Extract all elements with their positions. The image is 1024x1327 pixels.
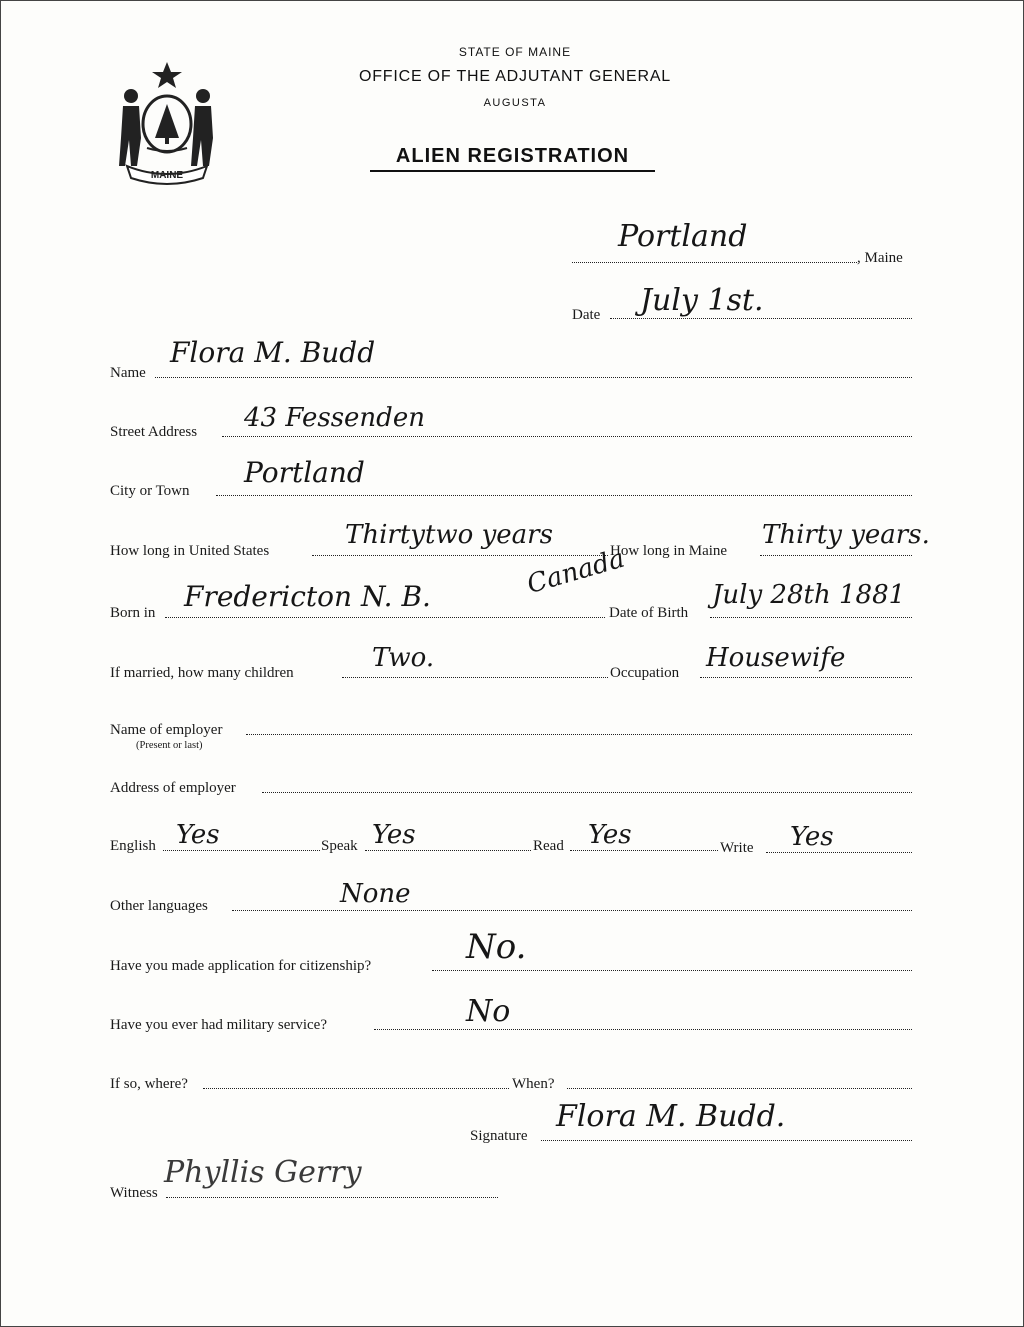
citizenship-entry: No. <box>466 927 527 967</box>
maine-seal-icon <box>113 58 221 186</box>
city-line <box>216 495 912 496</box>
where-line <box>203 1088 509 1089</box>
military-label: Have you ever had military service? <box>110 1017 327 1033</box>
date-line <box>610 318 912 319</box>
read-label: Read <box>533 838 564 854</box>
employer-label: Name of employer <box>110 722 223 738</box>
write-line <box>766 852 912 853</box>
street-line <box>222 436 912 437</box>
speak-line <box>365 850 531 851</box>
city-label: City or Town <box>110 483 190 499</box>
employer-address-label: Address of employer <box>110 780 236 796</box>
english-line <box>163 850 320 851</box>
signature-line <box>541 1140 912 1141</box>
city-heading: AUGUSTA <box>483 97 547 109</box>
signature-label: Signature <box>470 1128 528 1144</box>
how-long-me-line <box>760 555 912 556</box>
dob-line <box>710 617 912 618</box>
office-heading: OFFICE OF THE ADJUTANT GENERAL <box>358 68 672 85</box>
witness-entry: Phyllis Gerry <box>164 1155 362 1190</box>
street-entry: 43 Fessenden <box>244 403 425 433</box>
write-entry: Yes <box>790 822 834 852</box>
born-in-label: Born in <box>110 605 156 621</box>
name-line <box>155 377 912 378</box>
how-long-us-line <box>312 555 608 556</box>
employer-address-line <box>262 792 912 793</box>
children-entry: Two. <box>372 643 435 673</box>
city-entry: Portland <box>244 456 365 489</box>
dob-label: Date of Birth <box>609 605 689 621</box>
signature-entry: Flora M. Budd. <box>556 1099 786 1134</box>
date-label: Date <box>572 307 601 323</box>
svg-text:MAINE: MAINE <box>150 170 184 181</box>
children-label: If married, how many children <box>110 665 294 681</box>
street-label: Street Address <box>110 424 198 440</box>
occupation-line <box>700 677 912 678</box>
witness-label: Witness <box>110 1185 158 1201</box>
children-line <box>342 677 608 678</box>
date-entry: July 1st. <box>640 283 764 318</box>
when-label: When? <box>512 1076 555 1092</box>
place-line <box>572 262 857 263</box>
other-languages-line <box>232 910 912 911</box>
maine-label: , Maine <box>857 250 903 266</box>
form-title: ALIEN REGISTRATION <box>370 145 655 172</box>
place-entry: Portland <box>618 219 748 254</box>
dob-entry: July 28th 1881 <box>712 580 906 610</box>
write-label: Write <box>720 840 754 856</box>
speak-entry: Yes <box>372 820 416 850</box>
born-in-line <box>165 617 605 618</box>
employer-line <box>246 734 912 735</box>
other-languages-entry: None <box>340 879 411 909</box>
speak-label: Speak <box>321 838 358 854</box>
born-in-entry: Fredericton N. B. <box>184 580 431 613</box>
other-languages-label: Other languages <box>110 898 208 914</box>
english-entry: Yes <box>176 820 220 850</box>
military-entry: No <box>466 994 511 1029</box>
read-line <box>570 850 718 851</box>
occupation-entry: Housewife <box>706 643 846 673</box>
where-label: If so, where? <box>110 1076 188 1092</box>
how-long-us-label: How long in United States <box>110 543 270 559</box>
english-label: English <box>110 838 156 854</box>
when-line <box>567 1088 912 1089</box>
name-entry: Flora M. Budd <box>170 336 376 369</box>
employer-sublabel: (Present or last) <box>136 740 203 751</box>
how-long-me-entry: Thirty years. <box>762 520 930 550</box>
military-line <box>374 1029 912 1030</box>
how-long-us-entry: Thirtytwo years <box>345 520 553 550</box>
witness-line <box>166 1197 498 1198</box>
citizenship-label: Have you made application for citizenship? <box>110 958 372 974</box>
read-entry: Yes <box>588 820 632 850</box>
occupation-label: Occupation <box>610 665 680 681</box>
born-in-country-entry: Canada <box>523 543 628 600</box>
how-long-me-label: How long in Maine <box>610 543 728 559</box>
name-label: Name <box>110 365 146 381</box>
state-heading: STATE OF MAINE <box>458 45 572 59</box>
citizenship-line <box>432 970 912 971</box>
